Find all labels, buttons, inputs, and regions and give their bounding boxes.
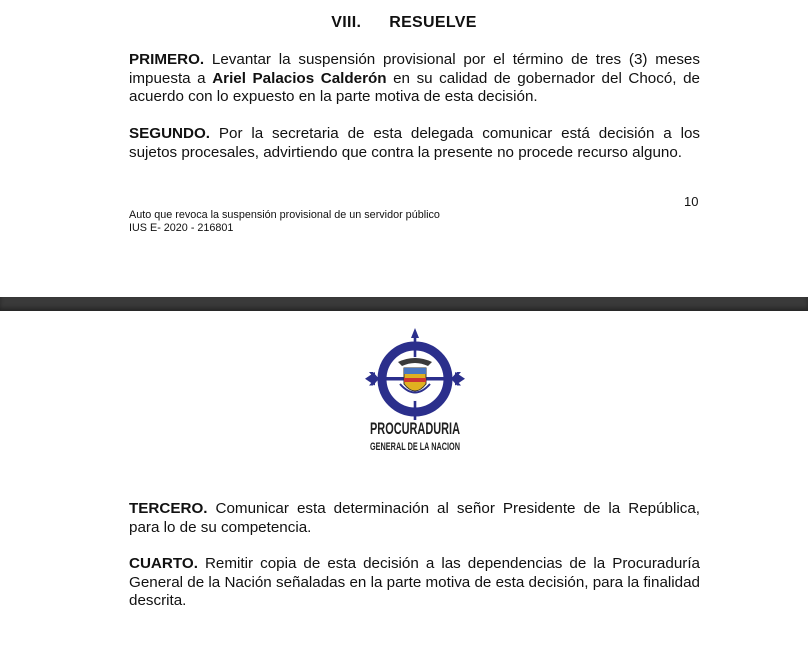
segundo-label: SEGUNDO.: [129, 125, 211, 142]
footer-description: Auto que revoca la suspensión provisional de un servidor público: [129, 209, 440, 221]
tercero-text: Comunicar esta determinación al señor Presidente de la República, para lo de su competencia.: [129, 500, 700, 536]
paragraph-segundo: [129, 125, 700, 162]
primero-text-1: Levantar la suspensión provisional por el término de tres (3) meses impuesta a: [129, 51, 700, 87]
paragraph-primero: [129, 51, 700, 107]
page-number: 10: [684, 194, 699, 209]
segundo-text: Por la secretaria de esta delegada comunicar está decisión a los sujetos procesales, advirtiendo que contra la presente no procede recurso alguno.: [129, 125, 700, 161]
paragraph-tercero: [129, 500, 700, 537]
cuarto-label: CUARTO.: [129, 555, 198, 572]
primero-label: PRIMERO.: [129, 51, 205, 68]
cuarto-text: Remitir copia de esta decisión a las dependencias de la Procuraduría General de la Nación señaladas en la parte motiva de esta decisión, para la finalidad descrita.: [129, 555, 700, 610]
primero-name: Ariel Palacios Calderón: [212, 69, 387, 87]
paragraph-cuarto: [129, 555, 700, 611]
footer-case-id: IUS E- 2020 - 216801: [129, 222, 234, 234]
section-title: RESUELVE: [389, 14, 477, 31]
tercero-label: TERCERO.: [129, 500, 208, 517]
page-footer: [129, 209, 440, 235]
section-heading: [0, 14, 808, 32]
section-number: VIII.: [331, 14, 362, 31]
logo-text-line2: GENERAL DE LA NACION: [370, 441, 461, 453]
document-page-10: [0, 0, 808, 297]
procuraduria-logo: [360, 326, 470, 458]
primero-text-2: en su calidad de gobernador del Chocó, de acuerdo con lo expuesto en la parte motiva de esta decisión.: [129, 69, 700, 106]
page-separator: [0, 297, 808, 311]
logo-text-line1: PROCURADURIA: [370, 419, 460, 438]
